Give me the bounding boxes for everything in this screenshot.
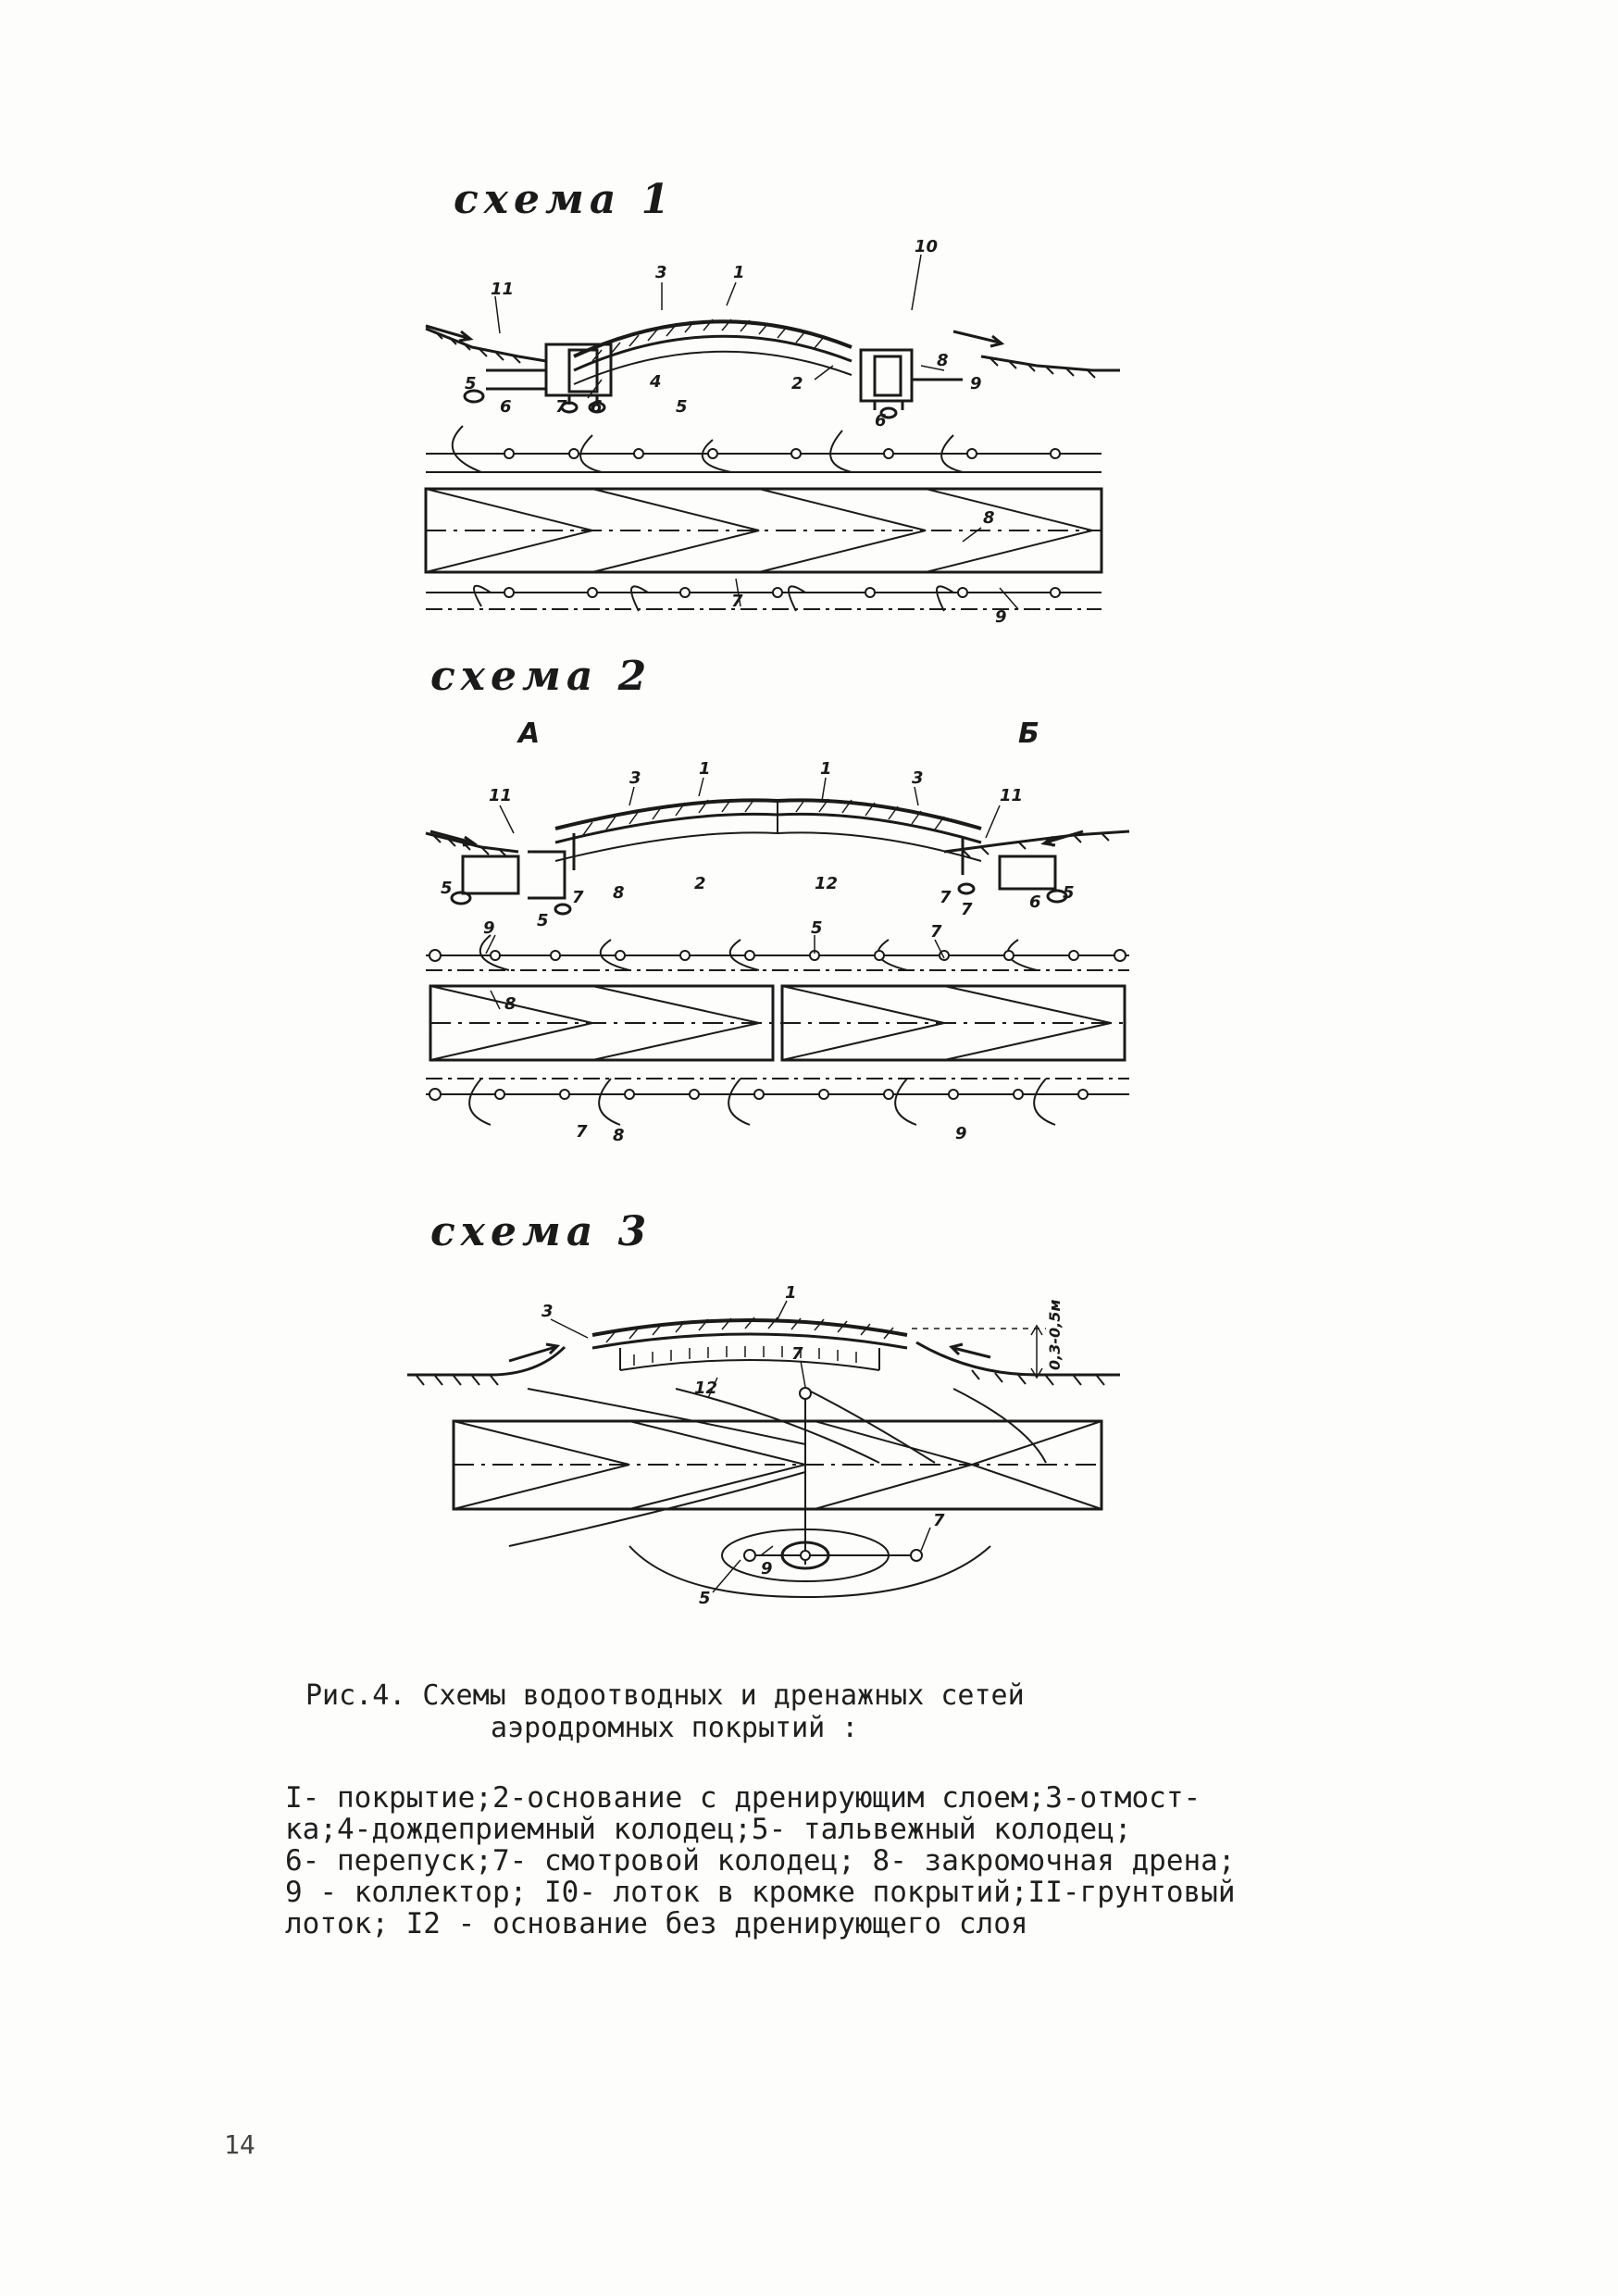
callout: 5	[676, 397, 688, 417]
callout: 6	[591, 397, 603, 417]
callout: 9	[970, 374, 982, 393]
scheme-2-title: схема 2	[430, 653, 653, 700]
callout: 7	[961, 900, 973, 919]
callout: 7	[555, 397, 567, 417]
dimension-label: 0,3-0,5м	[1046, 1299, 1064, 1370]
callout: 6	[1029, 892, 1041, 912]
page-number: 14	[224, 2129, 255, 2160]
callout: 4	[650, 372, 662, 392]
scheme-1-diagram	[407, 237, 1129, 630]
legend-line-1: I- покрытие;2-основание с дренирующим слоем;3-отмост-	[285, 1781, 1201, 1815]
callout: 8	[937, 351, 949, 370]
callout: 5	[441, 879, 453, 898]
callout: 7	[576, 1122, 588, 1142]
callout: 7	[940, 888, 952, 907]
callout: 2	[694, 874, 706, 893]
callout: 5	[1063, 883, 1075, 903]
callout: 6	[500, 397, 512, 417]
callout: 1	[699, 759, 711, 779]
callout: 7	[930, 922, 942, 942]
callout: 5	[699, 1589, 711, 1608]
scheme-2-diagram	[407, 759, 1148, 1157]
legend-line-3: 6- перепуск;7- смотровой колодец; 8- закромочная дрена;	[285, 1844, 1236, 1878]
callout: 6	[875, 411, 887, 430]
callout: 9	[761, 1559, 773, 1578]
callout: 1	[820, 759, 832, 779]
callout: 9	[955, 1124, 967, 1143]
scheme-3-diagram	[398, 1278, 1129, 1620]
side-label-a: А	[518, 718, 541, 750]
callout: 12	[815, 874, 839, 893]
callout: 9	[483, 918, 495, 938]
callout: 2	[791, 374, 803, 393]
scheme-1-title: схема 1	[454, 176, 676, 223]
scheme-3-title: схема 3	[430, 1208, 653, 1255]
callout: 12	[694, 1379, 718, 1398]
legend-line-4: 9 - коллектор; I0- лоток в кромке покрытий;II-грунтовый	[285, 1876, 1236, 1909]
figure-caption-line-2: аэродромных покрытий :	[491, 1712, 859, 1744]
callout: 3	[541, 1302, 554, 1321]
legend-line-5: лоток; I2 - основание без дренирующего слоя	[285, 1907, 1028, 1940]
callout: 5	[465, 374, 477, 393]
callout: 11	[489, 786, 513, 805]
callout: 1	[733, 263, 745, 282]
callout: 11	[491, 280, 515, 299]
callout: 3	[912, 768, 924, 788]
figure-caption-line-1: Рис.4. Схемы водоотводных и дренажных сетей	[305, 1679, 1025, 1712]
callout: 8	[983, 508, 995, 528]
callout: 8	[613, 1126, 625, 1145]
callout: 7	[731, 592, 743, 611]
callout: 7	[933, 1511, 945, 1530]
callout: 5	[811, 918, 823, 938]
callout: 9	[995, 607, 1007, 627]
side-label-b: Б	[1018, 718, 1039, 750]
callout: 7	[791, 1344, 803, 1364]
callout: 7	[572, 888, 584, 907]
callout: 5	[537, 911, 549, 930]
callout: 11	[1000, 786, 1024, 805]
callout: 8	[613, 883, 625, 903]
legend-line-2: ка;4-дождеприемный колодец;5- тальвежный колодец;	[285, 1813, 1132, 1846]
callout: 10	[915, 237, 939, 256]
callout: 1	[785, 1283, 797, 1303]
callout: 3	[629, 768, 641, 788]
callout: 8	[504, 994, 517, 1014]
callout: 3	[655, 263, 667, 282]
